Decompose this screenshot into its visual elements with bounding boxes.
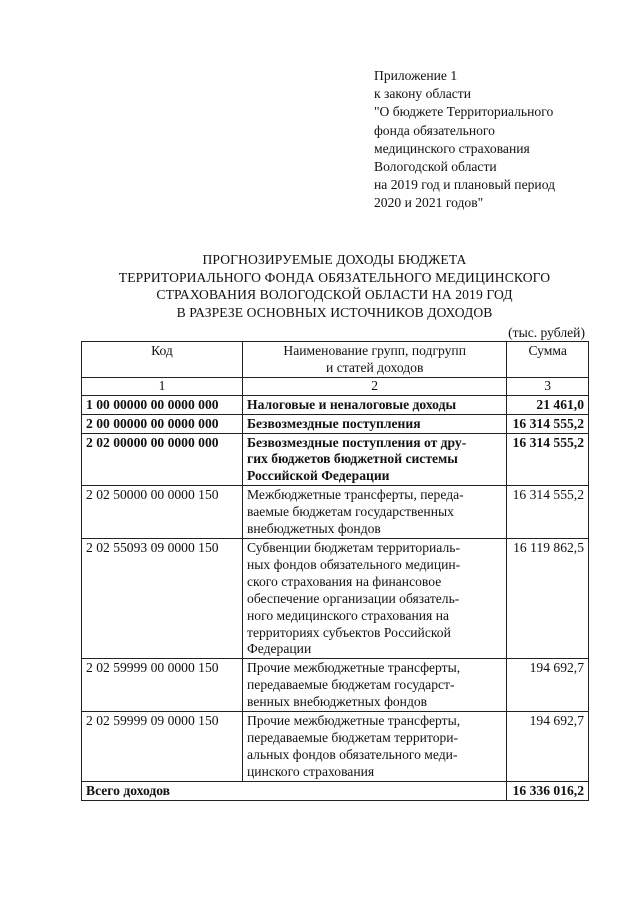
row-code: 2 02 55093 09 0000 150 — [82, 538, 243, 658]
row-name — [243, 659, 507, 712]
table-row — [82, 395, 589, 414]
table-row — [82, 712, 589, 782]
row-name-line: Прочие межбюджетные трансферты, — [247, 713, 461, 729]
row-name-line: цинского страхования — [247, 763, 375, 779]
row-name-line: гих бюджетов бюджетной системы — [247, 451, 458, 467]
row-name-line: Безвозмездные поступления от дру- — [247, 434, 467, 450]
appendix-line: медицинского страхования — [374, 140, 530, 156]
column-number: 2 — [243, 377, 507, 395]
column-number-row — [82, 377, 589, 395]
title-line: ТЕРРИТОРИАЛЬНОГО ФОНДА ОБЯЗАТЕЛЬНОГО МЕДИЦИНСКОГО — [118, 269, 551, 285]
row-sum: 21 461,0 — [507, 395, 589, 414]
header-row — [82, 342, 589, 378]
row-sum: 16 314 555,2 — [507, 486, 589, 539]
row-code: 2 02 00000 00 0000 000 — [82, 433, 243, 486]
table-row — [82, 433, 589, 486]
income-table — [81, 341, 589, 801]
document-title — [82, 251, 587, 321]
row-name — [243, 486, 507, 539]
row-code: 1 00 00000 00 0000 000 — [82, 395, 243, 414]
row-name-line: территориях субъектов Российской — [247, 624, 451, 640]
title-line: ПРОГНОЗИРУЕМЫЕ ДОХОДЫ БЮДЖЕТА — [202, 252, 467, 267]
row-name-line: ского страхования на финансовое — [247, 573, 442, 589]
row-code: 2 00 00000 00 0000 000 — [82, 414, 243, 433]
appendix-note — [374, 67, 555, 213]
row-name-line: Межбюджетные трансферты, переда- — [247, 487, 464, 503]
appendix-line: на 2019 год и плановый период — [374, 177, 556, 193]
row-code: 2 02 59999 09 0000 150 — [82, 712, 243, 782]
row-name-line: передаваемые бюджетам территори- — [247, 729, 459, 745]
table-row — [82, 538, 589, 658]
column-number: 3 — [507, 377, 589, 395]
row-sum: 16 314 555,2 — [507, 414, 589, 433]
row-name-line: внебюджетных фондов — [247, 521, 381, 537]
table-row — [82, 414, 589, 433]
appendix-line: к закону области — [374, 86, 472, 102]
row-name-line: передаваемые бюджетам государст- — [247, 677, 455, 693]
table-row — [82, 486, 589, 539]
row-name-line: обеспечение организации обязатель- — [247, 590, 460, 606]
row-name: Безвозмездные поступления — [243, 414, 507, 433]
appendix-line: Вологодской области — [374, 159, 497, 175]
title-line: В РАЗРЕЗЕ ОСНОВНЫХ ИСТОЧНИКОВ ДОХОДОВ — [176, 304, 493, 320]
title-line: СТРАХОВАНИЯ ВОЛОГОДСКОЙ ОБЛАСТИ НА 2019 ГОД — [156, 287, 513, 303]
row-name — [243, 538, 507, 658]
total-label: Всего доходов — [82, 781, 507, 800]
row-name-line: ных фондов обязательного медицин- — [247, 556, 461, 572]
row-name-line: ного медицинского страхования на — [247, 607, 449, 623]
appendix-line: фонда обязательного — [374, 122, 495, 138]
row-name — [243, 712, 507, 782]
column-number: 1 — [82, 377, 243, 395]
row-name: Налоговые и неналоговые доходы — [243, 395, 507, 414]
row-sum: 194 692,7 — [507, 659, 589, 712]
appendix-line: Приложение 1 — [374, 68, 458, 83]
row-name-line: ваемые бюджетам государственных — [247, 504, 454, 520]
row-name-line: альных фондов обязательного меди- — [247, 746, 458, 762]
header-name — [243, 342, 507, 378]
appendix-line: "О бюджете Территориального — [374, 104, 554, 120]
row-name-line: Прочие межбюджетные трансферты, — [247, 660, 461, 676]
row-sum: 16 314 555,2 — [507, 433, 589, 486]
row-sum: 194 692,7 — [507, 712, 589, 782]
row-name-line: Субвенции бюджетам территориаль- — [247, 539, 460, 555]
row-name-line: Российской Федерации — [247, 468, 390, 484]
row-code: 2 02 50000 00 0000 150 — [82, 486, 243, 539]
appendix-line: 2020 и 2021 годов" — [374, 195, 484, 211]
total-sum: 16 336 016,2 — [507, 781, 589, 800]
row-name-line: Федерации — [247, 641, 312, 657]
row-name — [243, 433, 507, 486]
row-code: 2 02 59999 00 0000 150 — [82, 659, 243, 712]
units-label: (тыс. рублей) — [508, 325, 585, 340]
table-row — [82, 659, 589, 712]
header-code: Код — [82, 342, 243, 378]
header-name-line: и статей доходов — [326, 359, 424, 375]
header-name-line: Наименование групп, подгрупп — [283, 343, 466, 358]
row-sum: 16 119 862,5 — [507, 538, 589, 658]
row-name-line: венных внебюджетных фондов — [247, 694, 428, 710]
total-row — [82, 781, 589, 800]
header-sum: Сумма — [507, 342, 589, 378]
